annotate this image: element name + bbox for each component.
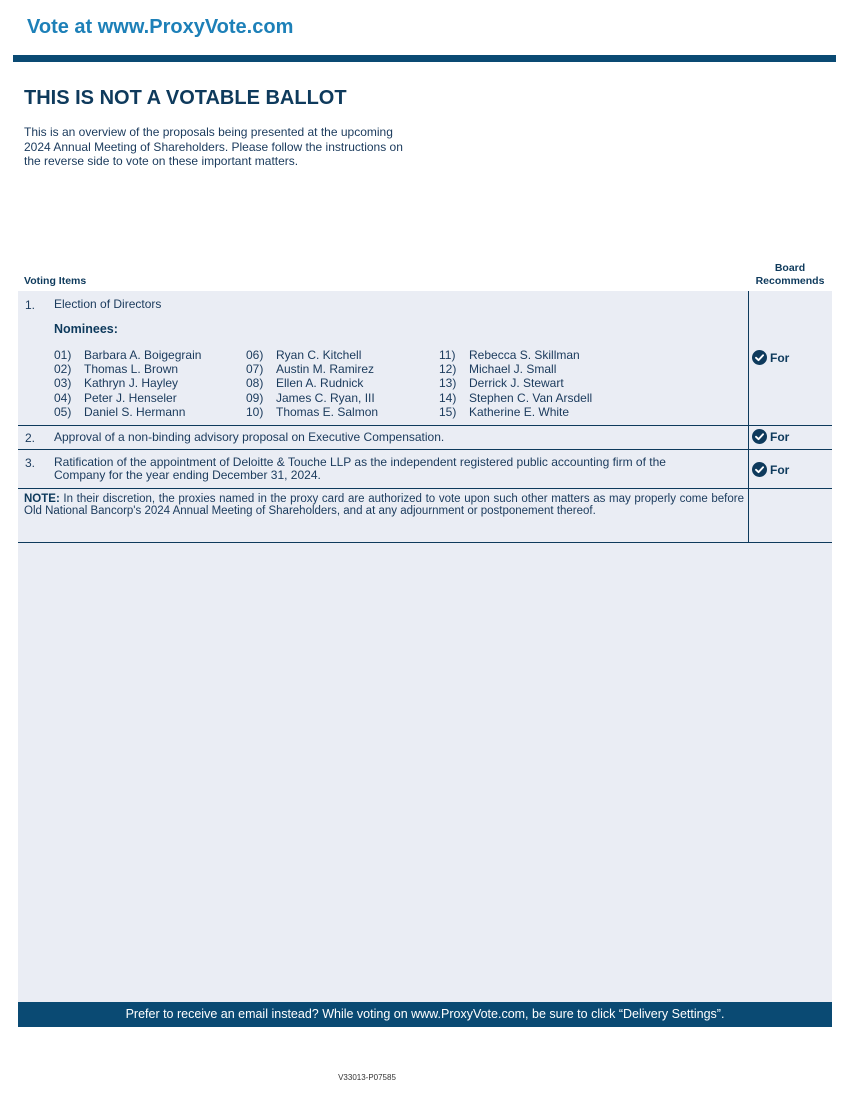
top-divider [13, 55, 836, 62]
nominee-item: 14) Stephen C. Van Arsdell [439, 390, 593, 405]
note-body: In their discretion, the proxies named in the proxy card are authorized to vote upon such other matters as may properly come before Old National Bancorp's 2024 Annual Meeting of Shareholders, and at any adjournment or postponement thereof. [24, 493, 744, 517]
check-circle-icon [752, 462, 767, 477]
nominee-item: 13) Derrick J. Stewart [439, 376, 564, 391]
nominee-item: 12) Michael J. Small [439, 362, 557, 377]
nominee-item: 04) Peter J. Henseler [54, 390, 177, 405]
board-header-line2: Recommends [755, 274, 825, 287]
proxyvote-link[interactable]: Vote at www.ProxyVote.com [27, 16, 294, 38]
nominee-column-3 [439, 348, 592, 419]
nominee-item: 09) James C. Ryan, III [246, 390, 375, 405]
nominee-item: 05) Daniel S. Hermann [54, 404, 186, 419]
check-circle-icon [752, 429, 767, 444]
item-2-recommendation: For [752, 429, 789, 444]
nominee-item: 03) Kathryn J. Hayley [54, 376, 179, 391]
note-label: NOTE: [24, 493, 60, 505]
nominee-item: 07) Austin M. Ramirez [246, 362, 375, 377]
row-divider [18, 542, 832, 543]
item-1-text: Election of Directors [54, 297, 162, 311]
item-3-number: 3. [25, 456, 36, 470]
intro-text: This is an overview of the proposals being presented at the upcoming 2024 Annual Meeting of Shareholders. Please follow the instructions on the reverse side to vote on these important matters. [24, 125, 403, 168]
nominee-column-2 [246, 348, 378, 419]
voting-items-header: Voting Items [24, 275, 87, 287]
item-3-recommendation: For [752, 462, 789, 477]
note-text [24, 493, 744, 517]
nominee-item: 01) Barbara A. Boigegrain [54, 348, 202, 362]
item-3-text-line1: Ratification of the appointment of Deloitte & Touche LLP as the independent registered public accounting firm of the [54, 455, 666, 469]
nominee-column-1 [54, 348, 201, 419]
item-3-text-line2: Company for the year ending December 31, 2024. [54, 468, 321, 482]
item-1-number: 1. [25, 298, 36, 312]
nominee-item: 08) Ellen A. Rudnick [246, 376, 364, 391]
check-circle-icon [752, 350, 767, 365]
item-2-number: 2. [25, 431, 36, 445]
nominee-item: 11) Rebecca S. Skillman [439, 348, 580, 362]
item-1-recommendation: For [752, 350, 789, 365]
document-code: V33013-P07585 [338, 1073, 396, 1082]
nominees-label: Nominees: [54, 322, 118, 336]
item-2-text: Approval of a non-binding advisory proposal on Executive Compensation. [54, 430, 445, 444]
item-3-text [54, 456, 666, 482]
nominee-item: 10) Thomas E. Salmon [246, 404, 379, 419]
row-divider [18, 425, 832, 426]
board-recommends-header [748, 262, 832, 287]
delivery-settings-banner: Prefer to receive an email instead? While voting on www.ProxyVote.com, be sure to click “Delivery Settings”. [18, 1002, 832, 1027]
page-title: THIS IS NOT A VOTABLE BALLOT [24, 87, 347, 109]
row-divider [18, 449, 832, 450]
row-divider [18, 488, 832, 489]
nominee-item: 02) Thomas L. Brown [54, 362, 179, 377]
nominee-item: 15) Katherine E. White [439, 404, 570, 419]
board-header-line1: Board [774, 262, 806, 274]
column-divider [748, 291, 749, 542]
nominee-item: 06) Ryan C. Kitchell [246, 348, 362, 362]
